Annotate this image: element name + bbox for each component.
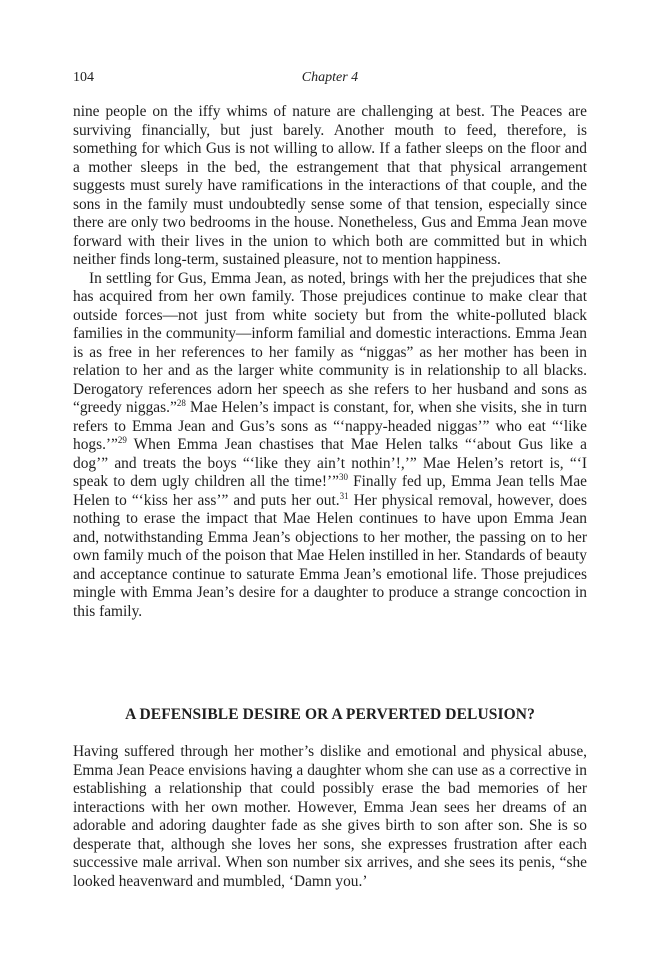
footnote-ref-29: 29	[117, 434, 127, 445]
section-body-text	[73, 743, 587, 891]
paragraph-2-text-b: Mae Helen’s impact is constant, for, when she visits, she in turn refers to Emma Jean and Gus’s sons as “‘nappy-headed niggas’” who eat “‘like hogs.’”	[73, 399, 587, 453]
paragraph-2	[73, 270, 587, 622]
page-number: 104	[73, 70, 94, 85]
paragraph-2-text-a: In settling for Gus, Emma Jean, as noted, brings with her the prejudices that she has acquired from her own family. Those prejudices continue to make clear that outside forces—not just from white society but from the white-polluted black families in the community—inform familial and domestic interactions. Emma Jean is as free in her references to her family as “niggas” as her mother has been in relation to her and as the larger white community is in relationship to all blacks. Derogatory references adorn her speech as she refers to her husband and sons as “greedy niggas.”	[73, 269, 587, 416]
section-heading: A DEFENSIBLE DESIRE OR A PERVERTED DELUSION?	[125, 706, 535, 723]
body-text	[73, 103, 587, 621]
chapter-label: Chapter 4	[301, 70, 359, 85]
footnote-ref-31: 31	[339, 490, 349, 501]
footnote-ref-28: 28	[176, 397, 186, 408]
paragraph-2-text-c: When Emma Jean chastises that Mae Helen talks “‘about Gus like a dog’” and treats the boys “‘like they ain’t nothin’!,’” Mae Helen’s retort is, “‘I speak to dem ugly children all the time!’”	[73, 436, 587, 490]
paragraph-2-text-e: Her physical removal, however, does nothing to erase the impact that Mae Helen continues to have upon Emma Jean and, notwithstanding Emma Jean’s objections to her mother, the passing on to her own family much of the poison that Mae Helen instilled in her. Standards of beauty and acceptance continue to saturate Emma Jean’s emotional life. Those prejudices mingle with Emma Jean’s desire for a daughter to produce a strange concoction in this family.	[73, 491, 587, 620]
section-paragraph: Having suffered through her mother’s dislike and emotional and physical abuse, Emma Jean Peace envisions having a daughter whom she can use as a corrective in establishing a relationship that could possibly erase the bad memories of her interactions with her own mother. However, Emma Jean sees her dreams of an adorable and adoring daughter fade as she gives birth to son after son. She is so desperate that, although she loves her sons, she expresses frustration after each successive male arrival. When son number six arrives, and she sees its penis, “she looked heavenward and mumbled, ‘Damn you.’	[73, 743, 587, 890]
running-head	[73, 70, 587, 90]
footnote-ref-30: 30	[338, 471, 348, 482]
paragraph-2-text-d: Finally fed up, Emma Jean tells Mae Helen to “‘kiss her ass’” and puts her out.	[73, 473, 587, 509]
paragraph-1: nine people on the iffy whims of nature are challenging at best. The Peaces are surviving financially, but just barely. Another mouth to feed, therefore, is something for which Gus is not willing to allow. If a father sleeps on the floor and a mother sleeps in the bed, the estrangement that that physical arrangement suggests must surely have ramifications in the interactions of that couple, and the sons in the family must undoubtedly sense some of that tension, especially since there are only two bedrooms in the house. Nonetheless, Gus and Emma Jean move forward with their lives in the union to which both are committed but in which neither finds long-term, sustained pleasure, not to mention happiness.	[73, 103, 587, 268]
